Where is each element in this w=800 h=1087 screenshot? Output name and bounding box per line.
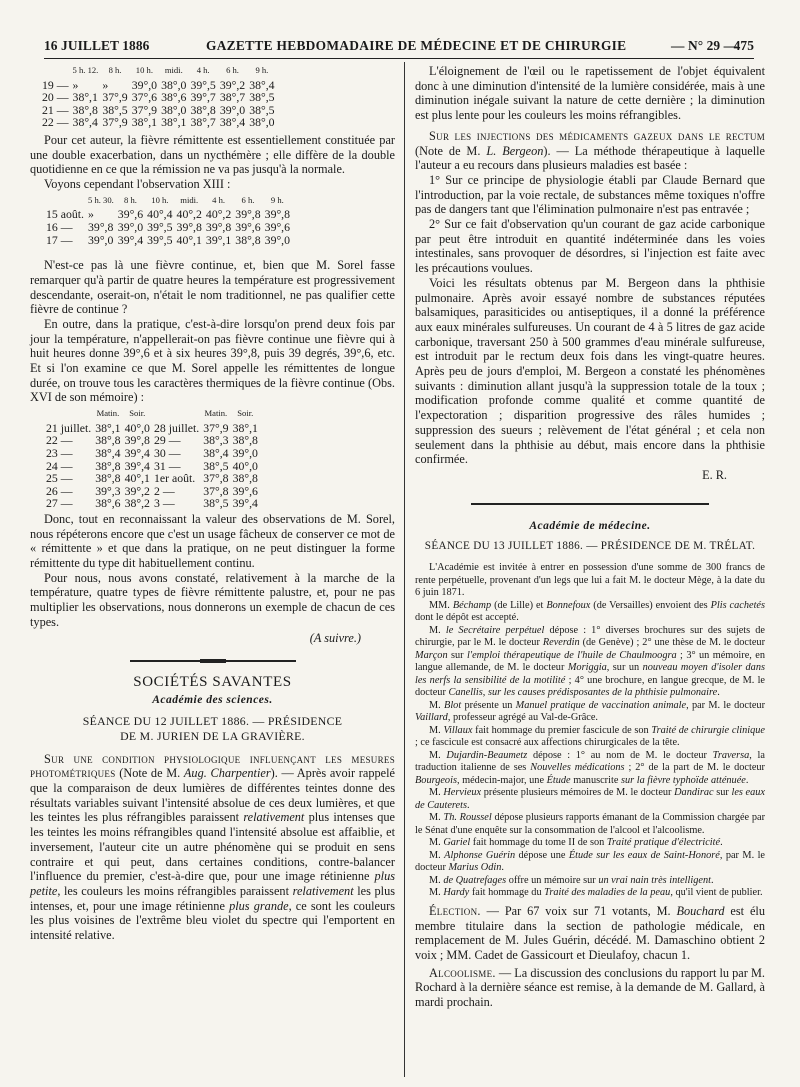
text-run: (de Lille) et (491, 599, 547, 611)
session-report (415, 562, 765, 900)
text-run: M. (429, 749, 447, 761)
table-cell: 39°,8 (235, 207, 261, 222)
report-item (415, 887, 765, 900)
item-lead: Élection. (429, 903, 481, 918)
text-run: est élu membre titulaire dans la section de pathologie médicale, en remplacement de M. Jules Guérin, décédé. M. Damaschino obtient 2 voix ; MM. Cadet de Gassicourt et Dieulafoy, chacun 1. (415, 903, 765, 962)
text-run: (de Versailles) envoient des (590, 599, 711, 611)
paragraph: Pour nous, nous avons constaté, relativement à la marche de la température, quatre types de fièvre rémittente palustre, et, pour ne pas multiplier les observations, nous donnerons un exemple de chacun de ces types. (30, 570, 395, 629)
table-header-row (44, 194, 292, 209)
text-run: . (745, 774, 749, 786)
report-item (415, 787, 765, 812)
right-column (415, 64, 765, 1010)
table-cell: 39°,1 (205, 232, 232, 247)
table-cell: 38°,3 (203, 433, 229, 448)
session-heading (30, 714, 395, 744)
table-cell: 38°,2 (124, 496, 150, 511)
paragraph: Donc, tout en reconnaissant la valeur des observations de M. Sorel, nous répéterons encore que c'est un usage fâcheux de conserver ce mot de « rémittente » et que dans la pratique, on ne peut distinguer la forme rémittente du type dit habituellement continu. (30, 511, 395, 571)
table-cell: 22 — (42, 115, 69, 130)
text-run: dépose plusieurs rapports émanant de la Commission chargée par le Sénat d'une enquête sur la consommation de l'alcool et l'alcoolisme. (415, 812, 765, 836)
session-heading-line: SÉANCE DU 12 JUILLET 1886. — PRÉSIDENCE (82, 713, 343, 728)
table-cell: 39°,2 (124, 483, 150, 498)
table-cell: 38°,0 (161, 102, 187, 117)
column-header: Matin. (96, 408, 120, 419)
table-cell: 38°,1 (161, 115, 187, 130)
table-row (44, 497, 260, 510)
text-run: — La discussion des conclusions du rapport lu par M. Rochard à la dernière séance est remise, à la demande de M. Gallard, à mardi prochain. (415, 965, 765, 1010)
text-run: , la traduction italienne de ses (415, 749, 765, 774)
table-cell: 38°,1 (72, 90, 98, 105)
text-run: , (482, 687, 488, 699)
person-name: Canellis (448, 687, 483, 699)
text-run: , médecin-major, une (456, 774, 547, 786)
author-name: L. Bergeon (486, 143, 544, 158)
table-row (44, 447, 260, 460)
table-cell: 38°,5 (203, 458, 229, 473)
table-cell: 38°,8 (190, 102, 216, 117)
person-name: Bonnefoux (546, 599, 591, 611)
table-cell: 38°,8 (95, 458, 121, 473)
table-cell: 38°,8 (232, 433, 258, 448)
table-cell: 28 juillet. (153, 420, 200, 435)
table-cell: 27 — (46, 496, 73, 511)
person-name: Gariel (443, 837, 471, 849)
emphasis: Traité pratique d'électricité (606, 837, 721, 849)
paragraph: L'éloignement de l'œil ou le rapetissement de l'objet équivalent donc à une diminution d'intensité de la lumière considérée, mais à une diminution inégale suivant la nature de cette dernière ; la diminution est plus lente pour les couleurs les moins réfrangibles. (415, 64, 765, 123)
column-header: midi. (180, 194, 199, 205)
text-run: , par M. le docteur (686, 699, 765, 711)
to-be-continued: (A suivre.) (309, 630, 361, 645)
table-cell: 38°,6 (161, 90, 187, 105)
table-cell: 40°,4 (147, 207, 173, 222)
item-lead: Alcoolisme. (429, 965, 496, 980)
emphasis: le Secrétaire perpétuel (445, 624, 545, 636)
table-cell: 3 — (153, 496, 175, 511)
person-name: Reverdin (542, 637, 580, 649)
table-cell: 37°,9 (203, 420, 229, 435)
text-run: ). (543, 143, 551, 158)
text-run: sur (447, 649, 468, 661)
text-run: M. (429, 812, 444, 824)
temperature-table-3 (44, 407, 260, 510)
emphasis: un vrai nain très intelligent (598, 874, 711, 886)
table-cell: 37°,9 (102, 115, 128, 130)
text-run: offre un mémoire sur (506, 874, 599, 886)
person-name: Villaux (443, 724, 473, 736)
report-item (415, 837, 765, 850)
table-cell: » (72, 77, 79, 92)
table-cell: 29 — (153, 433, 181, 448)
text-run: ; ce fascicule est consacré aux affections chirurgicales de la tête. (415, 737, 680, 749)
table-cell: 26 — (46, 483, 73, 498)
table-cell: 21 — (42, 102, 69, 117)
report-item (415, 600, 765, 625)
table-row (40, 91, 277, 104)
table-cell: 38°,8 (72, 102, 98, 117)
text-run: — Après avoir rappelé que la comparaison de deux lumières de différentes teintes donne des résultats variables suivant l'intensité absolue de ces deux lumières, et que les teintes les plus réfrangibles paraissent (30, 766, 395, 825)
text-run: — La méthode thérapeutique à laquelle l'auteur a eu recours dans plusieurs maladies est basée : (415, 143, 765, 173)
column-header: 5 h. 30. (88, 194, 114, 205)
text-run: . (711, 874, 714, 886)
report-item (415, 725, 765, 750)
table-cell: 39°,6 (235, 219, 261, 234)
table-cell: 38°,0 (249, 115, 275, 130)
person-name: Marçon (415, 649, 448, 661)
table-cell: 15 août. (46, 207, 85, 222)
table-cell: 39°,6 (232, 483, 258, 498)
table-row (44, 221, 292, 234)
table-cell: 38°,4 (72, 115, 98, 130)
report-item (415, 625, 765, 700)
table-cell: 39°,0 (131, 77, 158, 92)
person-name: Th. Roussel (443, 812, 492, 824)
emphasis: Nouvelles médications (530, 762, 625, 774)
text-run: présente un (461, 699, 516, 711)
report-item (415, 750, 765, 788)
table-cell: 38°,8 (95, 433, 121, 448)
report-item: L'Académie est invitée à entrer en possession d'une somme de 300 francs de rente perpétuelle, provenant d'un legs que lui a fait M. le docteur Mège, à la date du 6 juin 1871. (415, 562, 765, 599)
person-name: de Quatrefages (443, 874, 507, 886)
person-name: Hervieux (443, 787, 482, 799)
journal-title: GAZETTE HEBDOMADAIRE DE MÉDECINE ET DE CHIRURGIE (206, 38, 627, 53)
column-header: 10 h. (151, 194, 169, 205)
table-cell: 39°,0 (232, 445, 258, 460)
column-header: 8 h. (108, 65, 122, 75)
text-run: , professeur agrégé au Val-de-Grâce. (447, 712, 598, 724)
text-run: sur (713, 787, 732, 799)
text-run: M. (429, 874, 444, 886)
table-cell: 1er août. (153, 471, 196, 486)
column-header: 6 h. (226, 65, 239, 75)
table-cell: 38°,1 (232, 420, 258, 435)
emphasis: Plis cachetés (710, 599, 766, 611)
text-run: (Note de M. (415, 143, 487, 158)
text-run: fait hommage du premier fascicule de son (472, 724, 652, 736)
table-cell: 39°,4 (124, 445, 150, 460)
text-run: fait hommage du (469, 887, 545, 899)
table-cell: » (88, 207, 94, 222)
paragraph: 2° Sur ce fait d'observation qu'un courant de gaz acide carbonique par peut être introduit en quantité indéterminée dans les voies intestinales, sans provoquer de désordres, si l'injection est faite avec les précautions voulues. (415, 217, 765, 276)
table-row (44, 472, 260, 485)
note-title: Sur les injections des médicaments gazeux dans le rectum (429, 128, 765, 143)
temperature-table-1 (40, 64, 277, 129)
emphasis: sur les causes prédisposantes de la phthisie pulmonaire (487, 687, 718, 699)
text-run: M. (429, 837, 444, 849)
table-cell: 40°,1 (176, 232, 202, 247)
issue-number: — N° 29 — (671, 38, 738, 53)
text-run: . (466, 799, 470, 811)
column-header: 4 h. (196, 65, 210, 75)
text-run: , par M. le docteur (415, 849, 765, 874)
person-name: Dandirac (674, 787, 714, 799)
text-run: dépose : 1° au nom de M. le docteur (527, 749, 713, 761)
text-run: les plus intenses, et, pour une image rétinienne (30, 884, 396, 913)
column-header (44, 407, 93, 422)
text-run: M. (429, 787, 444, 799)
paragraph: N'est-ce pas là une fièvre continue, et, bien que M. Sorel fasse remarquer qu'à partir de quatre heures la température est progressivement descendante, oserait-on, n'était le nom traditionnel, ne pas qualifier cette fièvre de continue ? (30, 258, 395, 317)
text-run: dépose une (515, 849, 569, 861)
text-run: (de Genève) ; 2° une thèse de M. le docteur (579, 637, 766, 649)
table-cell: 38°,1 (131, 115, 158, 130)
table-cell: 37°,8 (203, 483, 229, 498)
paragraph (415, 129, 765, 173)
table-cell: 39°,4 (117, 232, 144, 247)
table-cell: 39°,2 (219, 77, 246, 92)
emphasis: Traité de chirurgie clinique (651, 724, 766, 736)
section-rule (471, 503, 709, 505)
table-cell: 16 — (46, 219, 73, 234)
column-header: 10 h. (135, 65, 153, 75)
table-cell: 37°,6 (131, 90, 158, 105)
emphasis: nouveau moyen d'isoler dans les nerfs la sensibilité de la motilité (415, 662, 765, 686)
person-name: Moriggia (567, 662, 607, 674)
text-run: , les couleurs les moins réfrangibles paraissent (57, 884, 293, 898)
table-cell: 39°,6 (117, 207, 144, 222)
paragraph: 1° Sur ce principe de physiologie établi par Claude Bernard que l'introduction, par la voie rectale, de substances même toxiques n'offre pas de dangers tant que l'élimination pulmonaire n'est pas entravée ; (415, 172, 765, 217)
text-run: M. (429, 849, 445, 861)
column-divider (404, 62, 405, 1077)
table-cell: 39°,8 (88, 219, 114, 234)
column-header (40, 64, 71, 79)
table-cell: 38°,1 (95, 420, 121, 435)
table-cell: 19 — (42, 77, 69, 92)
emphasis: plus grande (229, 898, 289, 913)
note-title: Sur une condition physiologique influençant les mesures photométriques (30, 751, 395, 781)
person-name: Bourgeois (415, 774, 457, 786)
paragraph (415, 904, 765, 963)
table-cell: 38°,5 (249, 102, 275, 117)
section-ornament (30, 659, 395, 663)
person-name: Marius Odin (448, 862, 502, 874)
paragraph (415, 966, 765, 1010)
table-cell: 39°,4 (232, 496, 258, 511)
table-cell: 39°,3 (95, 483, 121, 498)
column-header: 4 h. (212, 194, 226, 205)
table-cell: 22 — (46, 433, 73, 448)
text-run: , ce sont les couleurs les plus voisines de l'extrême bleu violet du spectre qui l'emportent en intensité relative. (30, 898, 396, 943)
report-item (415, 812, 765, 837)
paragraph: Voyons cependant l'observation XIII : (44, 177, 231, 192)
person-name: Hardy (443, 887, 470, 899)
table-cell: 38°,0 (161, 77, 187, 92)
table-cell: 23 — (46, 445, 73, 460)
table-cell: 39°,0 (88, 232, 114, 247)
table-cell: 24 — (46, 458, 73, 473)
text-run: plus intenses que les teintes les moins réfrangibles quand l'intensité absolue est affaiblie, et inversement, l'auteur cite un autre phénomène qui se produit en sens contraire et qui peut, dans certaines conditions, contre-balancer l'influence du premier, c'est-à-dire que, pour une image rétinienne (30, 810, 395, 884)
text-run: manuscrite (570, 774, 621, 786)
table-cell: 37°,9 (102, 90, 128, 105)
table-cell: 21 juillet. (46, 420, 92, 435)
person-name: Vaillard (415, 712, 448, 724)
table-cell: » (102, 77, 109, 92)
text-run: (Note de M. (115, 766, 184, 781)
emphasis: plus petite (30, 869, 395, 898)
table-cell: 31 — (153, 458, 181, 473)
person-name: Dujardin-Beaumetz (446, 749, 528, 761)
table-cell: 38°,4 (203, 445, 229, 460)
emphasis: les eaux de Cauterets (415, 787, 765, 811)
text-run: M. (429, 699, 445, 711)
text-run: présente plusieurs mémoires de M. le docteur (481, 787, 675, 799)
table-cell: 39°,8 (124, 433, 150, 448)
table-cell: 20 — (42, 90, 69, 105)
table-cell: 39°,6 (264, 219, 291, 234)
emphasis: relativement (243, 810, 305, 825)
table-cell: 38°,8 (235, 232, 261, 247)
table-cell: 25 — (46, 471, 73, 486)
page-number: 475 (733, 38, 754, 53)
column-header: 8 h. (124, 194, 137, 205)
table-cell: 17 — (46, 232, 73, 247)
text-run: M. (429, 724, 444, 736)
table-cell: 38°,5 (102, 102, 128, 117)
text-run: MM. (429, 599, 453, 611)
text-run: ). (270, 766, 278, 781)
emphasis: sur la fièvre typhoïde atténuée (620, 774, 746, 786)
text-run: , qu'il vient de publier. (670, 887, 763, 899)
table-cell: 40°,2 (176, 207, 202, 222)
table-cell: 38°,5 (249, 90, 275, 105)
paragraph: Pour cet auteur, la fièvre rémittente est essentiellement constituée par une double exacerbation, dans un nycthémère ; elle diffère de la double quotidienne en ce que la rémission ne va pas jusqu'à la normale. (30, 132, 395, 177)
table-row (44, 234, 292, 247)
text-run: M. (429, 624, 446, 636)
table-header-row (44, 407, 260, 422)
text-run: dont le dépôt est accepté. (415, 612, 519, 624)
report-item (415, 700, 765, 725)
text-run: ; 4° une brochure, en langue grecque, de M. le docteur (415, 674, 765, 699)
table-cell: 39°,8 (264, 207, 291, 222)
table-cell: 38°,7 (219, 90, 246, 105)
column-header: 9 h. (270, 194, 284, 205)
left-column (30, 64, 395, 943)
table-cell: 38°,8 (232, 471, 258, 486)
subsection-title: Académie des sciences. (152, 693, 273, 706)
table-cell: 38°,5 (203, 496, 229, 511)
table-cell: 40°,0 (232, 458, 258, 473)
table-cell: 40°,2 (205, 207, 232, 222)
table-cell: 39°,8 (205, 219, 232, 234)
column-header (44, 194, 86, 209)
table-cell: 39°,4 (124, 458, 150, 473)
column-header: midi. (164, 65, 183, 75)
session-heading-line: DE M. JURIEN DE LA GRAVIÈRE. (120, 728, 305, 743)
text-run: ; 2° de la part de M. le docteur (624, 762, 765, 774)
emphasis: relativement (292, 884, 354, 898)
table-cell: 38°,8 (95, 471, 121, 486)
page-header (44, 38, 754, 60)
emphasis: Étude sur les eaux de Saint-Honoré (568, 849, 720, 861)
report-item (415, 875, 765, 888)
paragraph (30, 752, 395, 943)
session-heading: SÉANCE DU 13 JUILLET 1886. — PRÉSIDENCE DE M. TRÉLAT. (424, 540, 756, 553)
text-run: fait hommage du tome II de son (470, 837, 607, 849)
subsection-title: Académie de médecine. (529, 519, 651, 532)
issue-date: 16 JUILLET 1886 (44, 38, 150, 53)
emphasis: Étude (546, 774, 571, 786)
table-cell: 39°,0 (117, 219, 144, 234)
emphasis: l'emploi thérapeutique de l'huile de Chaulmoogra (467, 649, 677, 661)
column-header: 6 h. (241, 194, 255, 205)
table-cell: 37°,8 (203, 471, 229, 486)
person-name: Bouchard (676, 903, 725, 918)
table-cell: 38°,6 (95, 496, 121, 511)
paragraph: Voici les résultats obtenus par M. Bergeon dans la phthisie pulmonaire. Après avoir essayé nombre de substances réputées balsamiques, parasiticides ou antiseptiques, il a donné la préférence aux eaux minérales sulfureuses. Un courant de 4 à 5 litres de gaz acide carbonique, traversant 250 à 500 grammes d'eau minérale sulfureuse, est introduit par le rectum deux fois dans les vingt-quatre heures. Après peu de jours d'emploi, M. Bergeon a constaté les phénomènes suivants : diminution allant jusqu'à la suppression totale de la toux ; modification profonde comme qualité et comme quantité de l'expectoration ; disparition progressive des râles humides ; suppression des sueurs ; relèvement de l'état général ; et cela non seulement dans la phthisie au début, mais encore dans la phthisie confirmée. (415, 275, 765, 467)
table-cell: 40°,0 (124, 420, 150, 435)
table-cell: 40°,1 (124, 471, 150, 486)
column-header: 5 h. 12. (72, 65, 99, 75)
emphasis: Manuel pratique de vaccination animale (515, 699, 687, 711)
column-header: Matin. (204, 408, 228, 419)
table-cell: 38°,4 (219, 115, 246, 130)
signature: E. R. (702, 467, 727, 482)
author-name: Aug. Charpentier (183, 766, 271, 781)
column-header: Soir. (237, 408, 254, 419)
section-title: SOCIÉTÉS SAVANTES (133, 674, 292, 691)
header-rule (44, 58, 754, 59)
text-run: . (717, 687, 720, 699)
person-name: Blot (444, 699, 462, 711)
table-cell: 39°,5 (190, 77, 216, 92)
text-run: , sur un (606, 662, 643, 674)
table-cell: 37°,9 (131, 102, 158, 117)
person-name: Alphonse Guérin (444, 849, 516, 861)
table-cell: 38°,4 (95, 445, 121, 460)
column-header: Soir. (129, 408, 146, 419)
person-name: Béchamp (452, 599, 492, 611)
column-header: 9 h. (255, 65, 269, 75)
table-header-row (40, 64, 277, 79)
table-cell: 39°,5 (147, 232, 173, 247)
text-run: . (720, 837, 723, 849)
column-header (152, 407, 201, 422)
emphasis: Traité des maladies de la peau (544, 887, 671, 899)
text-run: . (501, 862, 504, 874)
table-cell: 30 — (153, 445, 181, 460)
table-cell: 39°,0 (264, 232, 291, 247)
table-cell: 38°,4 (249, 77, 275, 92)
table-cell: 39°,8 (176, 219, 202, 234)
table-cell: 2 — (153, 483, 175, 498)
temperature-table-2 (44, 194, 292, 246)
table-cell: 39°,0 (219, 102, 246, 117)
text-run: — Par 67 voix sur 71 votants, M. (480, 903, 677, 918)
text-run: ; 3° un mémoire, en langue allemande, de M. le docteur (415, 649, 765, 674)
table-cell: 38°,7 (190, 115, 216, 130)
person-name: Traversa (712, 749, 750, 761)
report-item (415, 850, 765, 875)
paragraph: En outre, dans la pratique, c'est-à-dire lorsqu'on prend deux fois par jour la température, n'appellerait-on pas fièvre continue une fièvre qui à huit heures donne 39°,6 et à six heures 39°,8, puis 39 degrés, 39°,6, etc. Et si l'on examine ce que M. Sorel appelle les rémittentes de longue durée, on trouve tous les caractères thermiques de la fièvre continue (Obs. XVI de son mémoire) : (30, 316, 395, 405)
table-cell: 39°,7 (190, 90, 216, 105)
table-cell: 39°,5 (147, 219, 173, 234)
text-run: dépose : 1° diverses brochures sur des sujets de chirurgie, par le M. le docteur (415, 624, 765, 649)
text-run: M. (429, 887, 444, 899)
table-row (40, 116, 277, 129)
